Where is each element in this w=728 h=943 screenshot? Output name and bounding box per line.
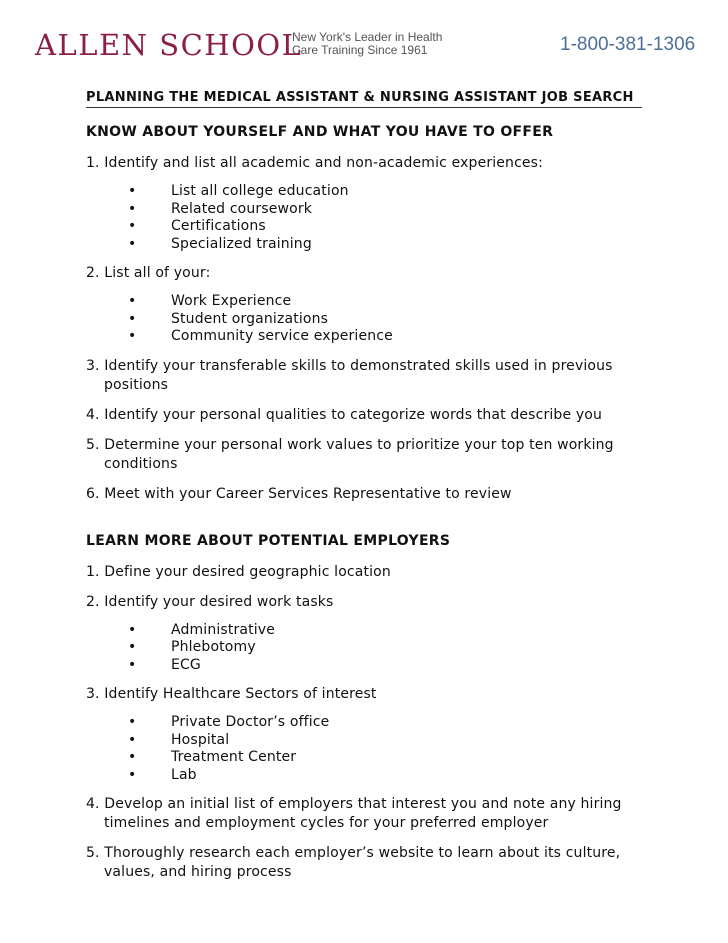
bullet-item: • Administrative	[128, 621, 276, 638]
section-heading-employers: LEARN MORE ABOUT POTENTIAL EMPLOYERS	[86, 532, 451, 549]
bullet-icon: •	[128, 218, 137, 234]
bullet-item: • Community service experience	[128, 328, 393, 344]
list-item: 5. Thoroughly research each employer’s website to learn about its culture, values, and hiring process	[86, 845, 621, 880]
bullet-icon: •	[128, 731, 137, 748]
bullet-item: • Related coursework	[128, 200, 312, 217]
bullet-icon: •	[128, 328, 137, 344]
bullet-item: • Specialized training	[128, 235, 312, 252]
list-item: 4. Identify your personal qualities to categorize words that describe you	[86, 406, 602, 423]
bullet-item: • List all college education	[128, 183, 349, 199]
bullet-icon: •	[128, 639, 137, 655]
tagline	[292, 31, 482, 57]
list-item: 2. Identify your desired work tasks	[86, 593, 334, 610]
bullet-icon: •	[128, 766, 137, 783]
bullet-item: • Private Doctor’s office	[128, 714, 330, 730]
bullet-list-experiences	[86, 183, 646, 253]
list-item: 4. Develop an initial list of employers that interest you and note any hiring timelines and employment cycles for your preferred employer	[86, 796, 622, 831]
bullet-list-sectors	[86, 714, 646, 784]
section-heading-know-yourself: KNOW ABOUT YOURSELF AND WHAT YOU HAVE TO OFFER	[86, 124, 554, 140]
bullet-icon: •	[128, 310, 137, 327]
phone-number: 1-800-381-1306	[560, 34, 696, 55]
bullet-item: • Certifications	[128, 218, 266, 234]
tagline-line-2: Care Training Since 1961	[292, 43, 428, 57]
list-item: 1. Identify and list all academic and non-academic experiences:	[86, 155, 543, 171]
list-item: 3. Identify Healthcare Sectors of interest	[86, 686, 377, 702]
document-title: PLANNING THE MEDICAL ASSISTANT & NURSING ASSISTANT JOB SEARCH	[86, 89, 642, 108]
bullet-icon: •	[128, 656, 137, 673]
bullet-item: • Work Experience	[128, 293, 292, 309]
bullet-list-work-tasks	[86, 622, 646, 675]
tagline-line-1: New York's Leader in Health	[292, 30, 443, 44]
bullet-item: • Lab	[128, 766, 197, 783]
bullet-item: • Hospital	[128, 731, 230, 748]
bullet-item: • ECG	[128, 656, 201, 673]
list-item: 1. Define your desired geographic location	[86, 563, 391, 580]
document-body	[86, 89, 646, 882]
list-item: 2. List all of your:	[86, 265, 211, 281]
bullet-icon: •	[128, 621, 137, 638]
school-logo: ALLEN SCHOOL	[35, 28, 303, 62]
list-item: 6. Meet with your Career Services Representative to review	[86, 485, 512, 502]
bullet-item: • Treatment Center	[128, 749, 297, 765]
bullet-list-activities	[86, 293, 646, 346]
bullet-item: • Student organizations	[128, 310, 329, 327]
bullet-icon: •	[128, 235, 137, 252]
bullet-icon: •	[128, 714, 137, 730]
bullet-icon: •	[128, 183, 137, 199]
letterhead	[0, 0, 728, 70]
bullet-icon: •	[128, 293, 137, 309]
bullet-icon: •	[128, 749, 137, 765]
bullet-icon: •	[128, 200, 137, 217]
bullet-item: • Phlebotomy	[128, 639, 256, 655]
list-item: 3. Identify your transferable skills to demonstrated skills used in previous positions	[86, 357, 613, 393]
list-item: 5. Determine your personal work values to prioritize your top ten working conditions	[86, 436, 614, 472]
